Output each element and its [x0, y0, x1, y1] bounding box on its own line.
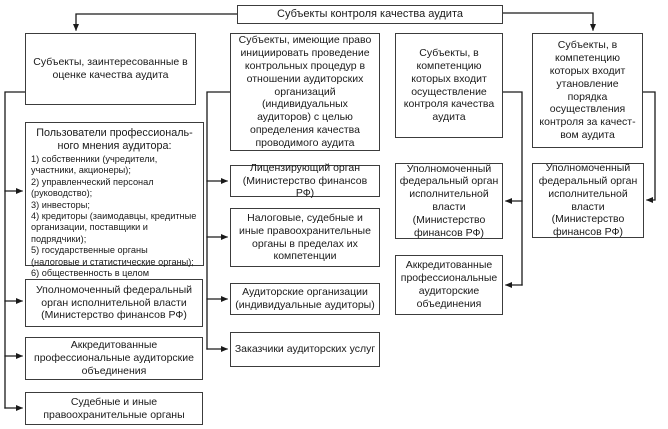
- col2-header-label: Субъекты, имеющие право инициировать проведение контрольных процедур в отношении аудиторских организаций (индивидуальных аудиторов) с целью определения качества проводимого аудита: [238, 34, 372, 149]
- col2-bus-line: [207, 92, 230, 349]
- col2-tax-courts-label: Налоговые, судебные и иные правоохранительные органы в пределах их компетенции: [239, 211, 371, 263]
- user-item: 1) собственники (учредители, участники, акционеры);: [31, 153, 158, 176]
- user-item: 6) общественность в целом: [31, 267, 150, 278]
- col1-bus-line: [5, 92, 25, 408]
- col1-header-label: Субъекты, заинтересованные в оценке качества аудита: [33, 56, 188, 81]
- col2-licensing-box: [230, 161, 380, 200]
- col3-header: [395, 33, 503, 138]
- user-item: 3) инвесторы;: [31, 199, 90, 210]
- col1-header: [25, 33, 196, 105]
- connector-title-to-col4: [503, 13, 593, 30]
- col3-associations-label: Аккредитованные профессиональные аудиторские объединения: [400, 259, 498, 310]
- col3-header-label: Субъекты, в компетенцию которых входит осуществление контроля качества аудита: [403, 47, 495, 124]
- col2-audit-orgs-label: Аудиторские организации (индивидуальные аудиторы): [235, 286, 375, 311]
- col4-bus-arrow: [643, 92, 655, 200]
- col4-authority-label: Уполномоченный федеральный орган исполнительной власти (Министерство финансов РФ): [538, 162, 638, 239]
- col2-clients-label: Заказчики аудиторских услуг: [234, 343, 376, 356]
- col1-courts-label: Судебные и иные правоохранительные органы: [43, 395, 185, 421]
- connector-title-to-col1: [76, 14, 237, 30]
- col2-audit-orgs-box: [230, 283, 380, 315]
- col1-associations-box: [25, 337, 203, 380]
- col3-authority-label: Уполномоченный федеральный орган исполнительной власти (Министерство финансов РФ): [399, 162, 499, 239]
- root-box: [237, 5, 503, 24]
- col2-licensing-label: Лицензирующий орган (Министерство финансов РФ): [242, 161, 368, 200]
- col4-header-label: Субъекты, в компетенцию которых входит утановление порядка осуществления контроля за качест-вом аудита: [539, 39, 636, 141]
- root-box-label: Субъекты контроля качества аудита: [277, 7, 463, 20]
- users-box-heading: Пользователи профессиональ-ного мнения аудитора:: [36, 127, 193, 152]
- user-item: 5) государственные органы (налоговые и статистические органы);: [31, 245, 194, 267]
- col3-associations-box: [395, 255, 503, 315]
- user-item: 4) кредиторы (заимодавцы, кредитные организации, поставщики и подрядчики);: [31, 210, 197, 244]
- col4-header: [532, 33, 643, 148]
- col3-authority-box: [395, 163, 503, 239]
- users-list: [31, 154, 198, 279]
- col1-authority-label: Уполномоченный федеральный орган исполнительной власти (Министерство финансов РФ): [35, 283, 193, 322]
- col2-clients-box: [230, 332, 380, 367]
- col4-authority-box: [532, 163, 644, 238]
- col2-header: [230, 33, 380, 151]
- col2-tax-courts-box: [230, 208, 380, 267]
- col1-users-box: [25, 122, 204, 278]
- col1-associations-label: Аккредитованные профессиональные аудиторские объединения: [34, 339, 194, 377]
- user-item: 2) управленческий персонал (руководство);: [31, 176, 154, 199]
- col1-authority-box: [25, 279, 203, 327]
- col3-bus-line: [503, 92, 522, 285]
- col1-courts-box: [25, 392, 203, 425]
